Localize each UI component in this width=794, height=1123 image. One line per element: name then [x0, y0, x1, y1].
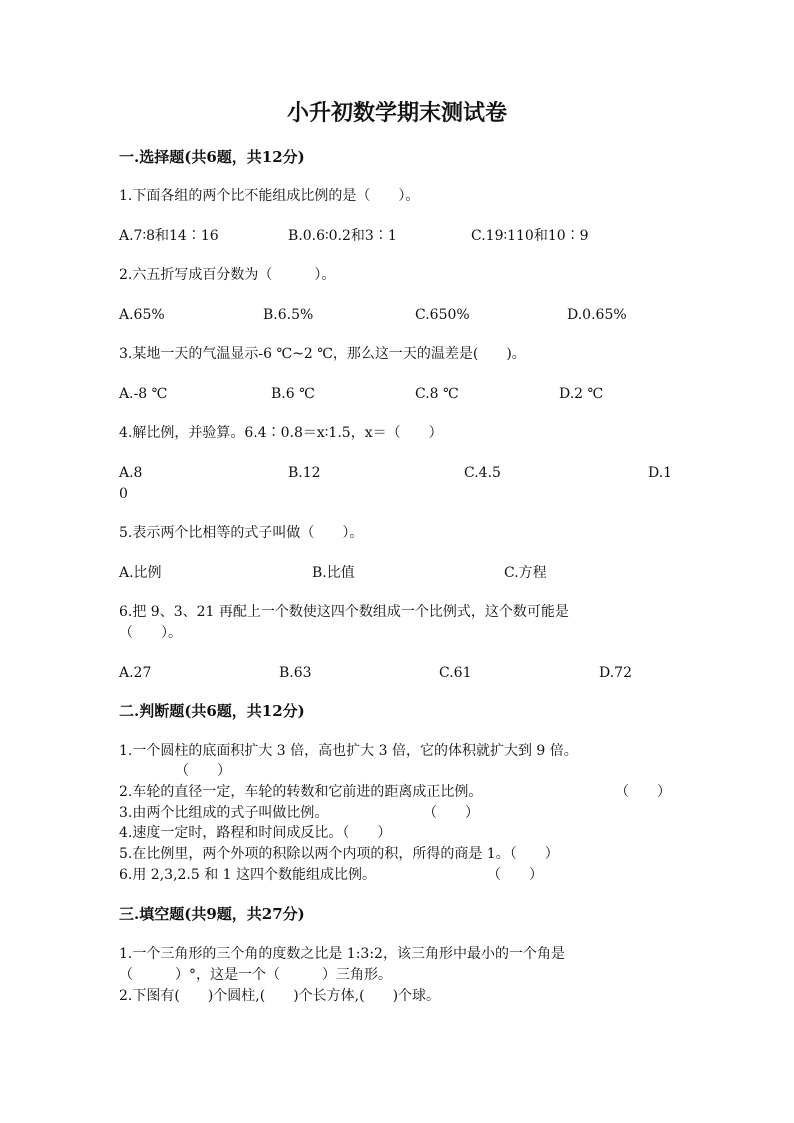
answer-bracket: （ ）: [487, 867, 543, 883]
question-text: 3.某地一天的气温显示-6 ℃~2 ℃，那么这一天的温差是( )。: [119, 346, 526, 362]
option-c: C.4.5: [464, 465, 501, 481]
option-b: B.63: [279, 665, 312, 681]
option-d: D.72: [599, 665, 632, 681]
question-text: 3.由两个比组成的式子叫做比例。: [119, 805, 329, 821]
question-text: 5.在比例里，两个外项的积除以两个内项的积，所得的商是 1。（ ）: [119, 846, 559, 862]
question-text: 1.一个圆柱的底面积扩大 3 倍，高也扩大 3 倍，它的体积就扩大到 9 倍。: [119, 743, 578, 759]
question-text-wrap: （ ）。: [119, 625, 182, 641]
option-d: D.2 ℃: [559, 386, 604, 402]
question-text: 5.表示两个比相等的式子叫做（ ）。: [119, 525, 364, 541]
question-text: 6.用 2,3,2.5 和 1 这四个数能组成比例。: [119, 867, 377, 883]
option-c: C.61: [439, 665, 472, 681]
option-c: C.19∶110和10∶9: [471, 228, 589, 244]
option-c: C.8 ℃: [415, 386, 459, 402]
question-text: 1.一个三角形的三个角的度数之比是 1:3:2，该三角形中最小的一个角是: [119, 946, 565, 962]
option-b: B.比值: [312, 565, 355, 581]
option-a: A.65%: [119, 307, 165, 323]
question-text: 2.下图有( )个圆柱,( )个长方体,( )个球。: [119, 988, 441, 1004]
option-c: C.方程: [504, 565, 547, 581]
question-text: 4.速度一定时，路程和时间成反比。（ ）: [119, 825, 392, 841]
question-text-wrap: （ ）°，这是一个（ ）三角形。: [119, 967, 392, 983]
question-text: 2.车轮的直径一定，车轮的转数和它前进的距离成正比例。: [119, 784, 483, 800]
question-text: 6.把 9、3、21 再配上一个数使这四个数组成一个比例式，这个数可能是: [119, 604, 569, 620]
answer-bracket: （ ）: [175, 763, 231, 779]
question-text: 1.下面各组的两个比不能组成比例的是（ ）。: [119, 188, 420, 204]
option-b: B.0.6∶0.2和3∶1: [288, 228, 397, 244]
option-b: B.12: [288, 465, 321, 481]
option-b: B.6 ℃: [271, 386, 315, 402]
option-c: C.650%: [415, 307, 470, 323]
option-a: A.8: [119, 465, 143, 481]
option-a: A.比例: [119, 565, 162, 581]
question-text: 2.六五折写成百分数为（ ）。: [119, 267, 336, 283]
option-a: A.27: [119, 665, 152, 681]
answer-bracket: （ ）: [615, 784, 671, 800]
section-heading-fill: 三.填空题(共9题，共27分): [119, 905, 305, 923]
option-d: D.1: [648, 465, 673, 481]
option-d-wrap: 0: [119, 486, 128, 502]
question-text: 4.解比例，并验算。6.4∶0.8＝x∶1.5，x＝（ ）: [119, 425, 443, 441]
page-title: 小升初数学期末测试卷: [286, 100, 507, 126]
option-a: A.7∶8和14∶16: [119, 228, 219, 244]
section-heading-judge: 二.判断题(共6题，共12分): [119, 702, 305, 720]
section-heading-choice: 一.选择题(共6题，共12分): [119, 148, 305, 166]
option-b: B.6.5%: [263, 307, 314, 323]
option-d: D.0.65%: [567, 307, 627, 323]
option-a: A.-8 ℃: [119, 386, 168, 402]
answer-bracket: （ ）: [423, 805, 479, 821]
